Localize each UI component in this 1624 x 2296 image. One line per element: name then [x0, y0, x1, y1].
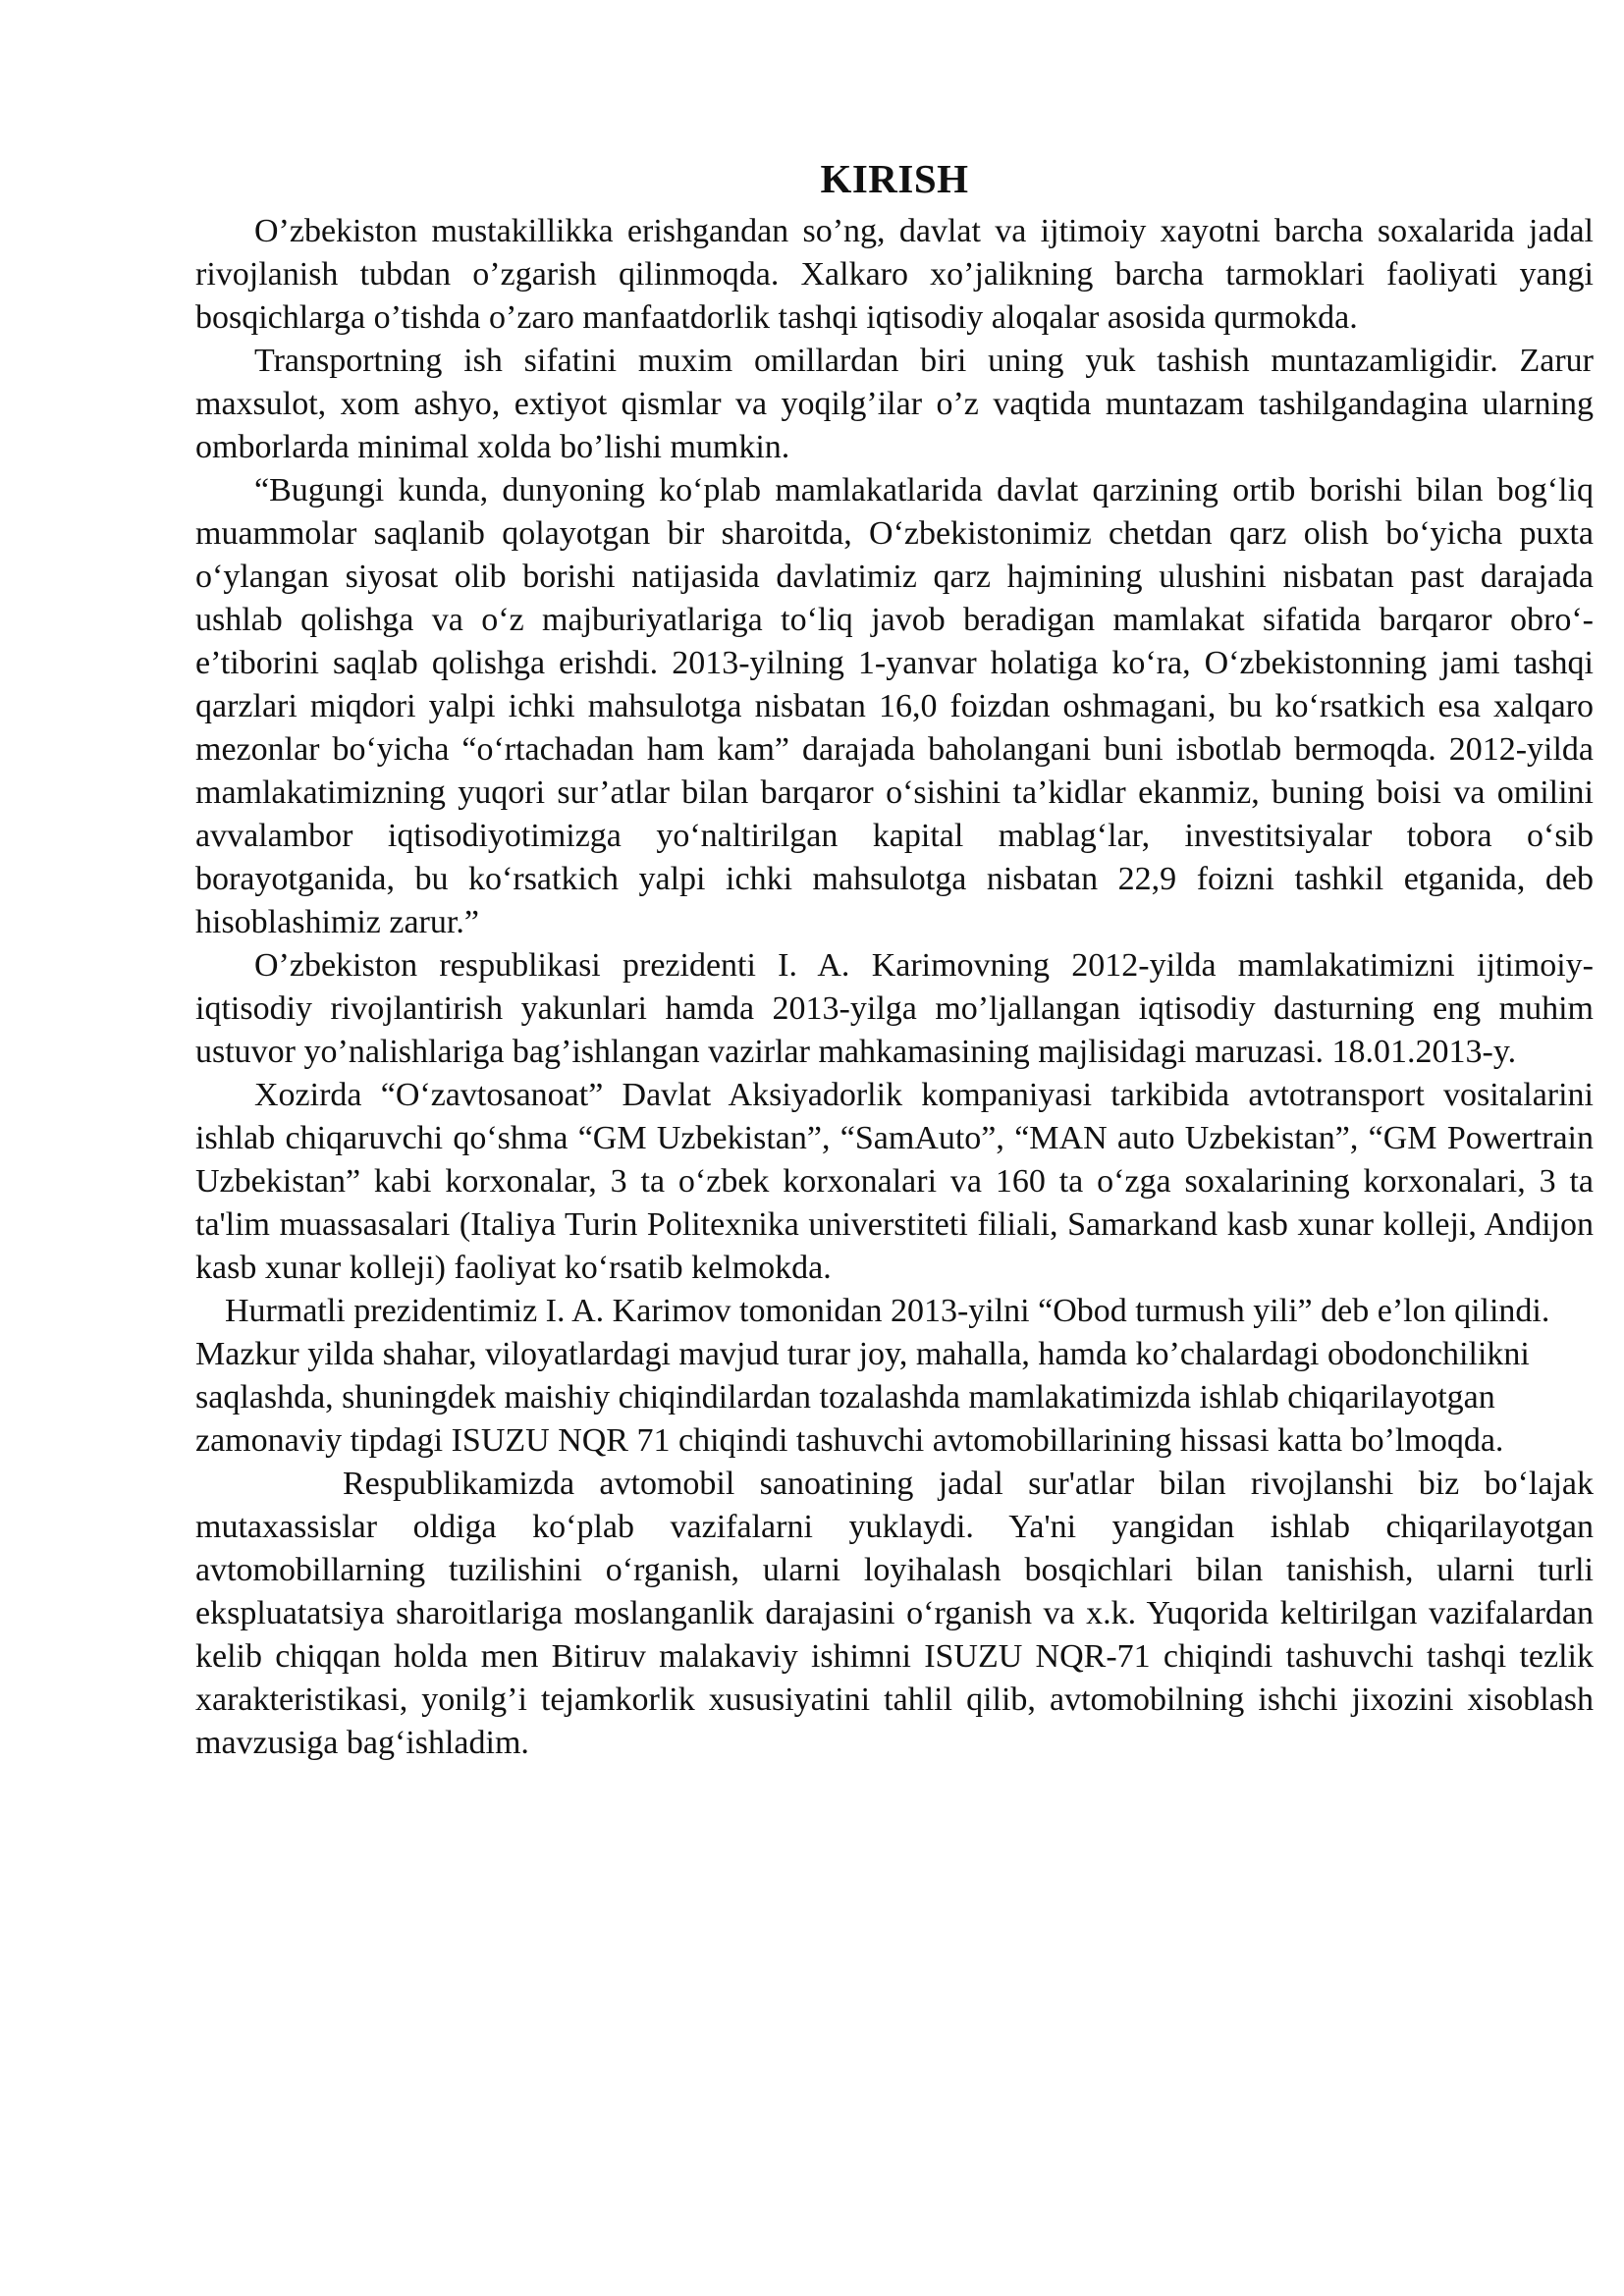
paragraph-transport: Transportning ish sifatini muxim omillardan biri uning yuk tashish muntazamligidir. Zarur maxsulot, xom ashyo, extiyot qismlar va yoqilg’ilar o’z vaqtida muntazam tashilgandagina ularning omborlarda minimal xolda bo’lishi mumkin.	[195, 343, 1594, 465]
paragraph-thesis: Respublikamizda avtomobil sanoatining jadal sur'atlar bilan rivojlanshi biz bo‘lajak mutaxassislar oldiga ko‘plab vazifalarni yuklaydi. Ya'ni yangidan ishlab chiqarilayotgan avtomobillarning tuzilishini o‘rganish, ularni loyihalash bosqichlari bilan tanishish, ularni turli ekspluatatsiya sharoitlariga moslanganlik darajasini o‘rganish va x.k. Yuqorida keltirilgan vazifalardan kelib chiqqan holda men Bitiruv malakaviy ishimni ISUZU NQR-71 chiqindi tashuvchi tashqi tezlik xarakteristikasi, yonilg’i tejamkorlik xususiyatini tahlil qilib, avtomobilning ishchi jixozini xisoblash mavzusiga bag‘ishladim.	[195, 1466, 1594, 1761]
document-title: KIRISH	[820, 156, 969, 201]
paragraph-year: Hurmatli prezidentimiz I. A. Karimov tomonidan 2013-yilni “Obod turmush yili” deb e’lon qilindi. Mazkur yilda shahar, viloyatlardagi mavjud turar joy, mahalla, hamda ko’chalardagi obodonchilikni saqlashda, shuningdek maishiy chiqindilardan tozalashda mamlakatimizda ishlab chiqarilayotgan zamonaviy tipdagi ISUZU NQR 71 chiqindi tashuvchi avtomobillarining hissasi katta bo’lmoqda.	[195, 1293, 1550, 1459]
document-body	[195, 153, 1594, 1765]
paragraph-intro: O’zbekiston mustakillikka erishgandan so’ng, davlat va ijtimoiy xayotni barcha soxalarida jadal rivojlanish tubdan o’zgarish qilinmoqda. Xalkaro xo’jalikning barcha tarmoklari faoliyati yangi bosqichlarga o’tishda o’zaro manfaatdorlik tashqi iqtisodiy aloqalar asosida qurmokda.	[195, 213, 1594, 336]
paragraph-quote: “Bugungi kunda, dunyoning ko‘plab mamlakatlarida davlat qarzining ortib borishi bilan bog‘liq muammolar saqlanib qolayotgan bir sharoitda, O‘zbekistonimiz chetdan qarz olish bo‘yicha puxta o‘ylangan siyosat olib borishi natijasida davlatimiz qarz hajmining ulushini nisbatan past darajada ushlab qolishga va o‘z majburiyatlariga to‘liq javob beradigan mamlakat sifatida barqaror obro‘-e’tiborini saqlab qolishga erishdi. 2013-yilning 1-yanvar holatiga ko‘ra, O‘zbekistonning jami tashqi qarzlari miqdori yalpi ichki mahsulotga nisbatan 16,0 foizdan oshmagani, bu ko‘rsatkich esa xalqaro mezonlar bo‘yicha “o‘rtachadan ham kam” darajada baholangani buni isbotlab bermoqda. 2012-yilda mamlakatimizning yuqori sur’atlar bilan barqaror o‘sishini ta’kidlar ekanmiz, buning boisi va omilini avvalambor iqtisodiyotimizga yo‘naltirilgan kapital mablag‘lar, investitsiyalar tobora o‘sib borayotganida, bu ko‘rsatkich yalpi ichki mahsulotga nisbatan 22,9 foizni tashkil etganida, deb hisoblashimiz zarur.”	[195, 472, 1594, 940]
paragraph-citation: O’zbekiston respublikasi prezidenti I. A. Karimovning 2012-yilda mamlakatimizni ijtimoiy-iqtisodiy rivojlantirish yakunlari hamda 2013-yilga mo’ljallangan iqtisodiy dasturning eng muhim ustuvor yo’nalishlariga bag’ishlangan vazirlar mahkamasining majlisidagi maruzasi. 18.01.2013-y.	[195, 947, 1594, 1070]
paragraph-industry: Xozirda “O‘zavtosanoat” Davlat Aksiyadorlik kompaniyasi tarkibida avtotransport vositalarini ishlab chiqaruvchi qo‘shma “GM Uzbekistan”, “SamAuto”, “MAN auto Uzbekistan”, “GM Powertrain Uzbekistan” kabi korxonalar, 3 ta o‘zbek korxonalari va 160 ta o‘zga soxalarining korxonalari, 3 ta ta'lim muassasalari (Italiya Turin Politexnika universtiteti filiali, Samarkand kasb xunar kolleji, Andijon kasb xunar kolleji) faoliyat ko‘rsatib kelmokda.	[195, 1077, 1594, 1286]
